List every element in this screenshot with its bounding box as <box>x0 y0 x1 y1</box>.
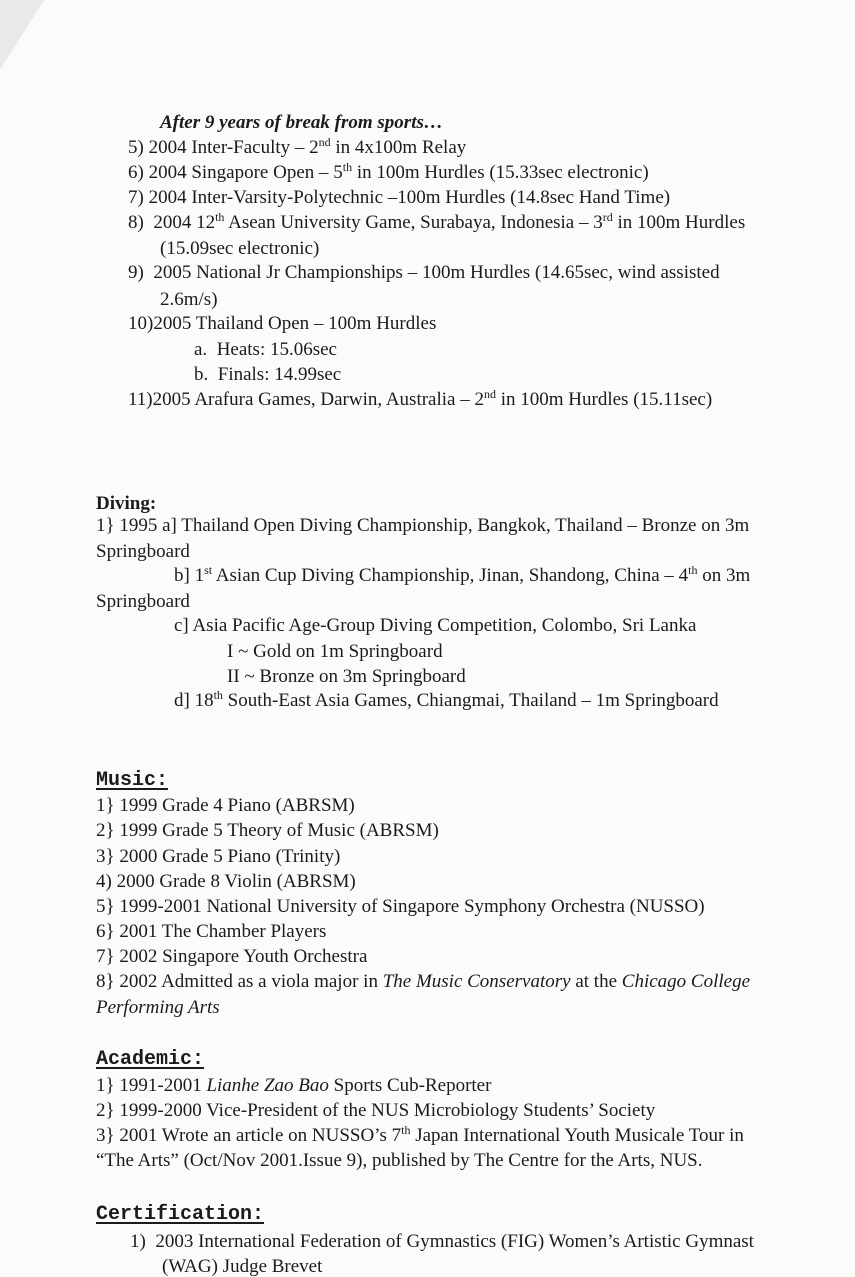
list-item: 5} 1999-2001 National University of Singapore Symphony Orchestra (NUSSO) <box>96 896 705 917</box>
list-item: 6} 2001 The Chamber Players <box>96 921 327 942</box>
music-heading: Music: <box>96 769 169 792</box>
certification-heading: Certification: <box>96 1203 265 1226</box>
folded-corner <box>0 0 44 70</box>
sub-item: I ~ Gold on 1m Springboard <box>227 641 443 662</box>
academic-heading: Academic: <box>96 1048 205 1071</box>
list-item-continuation: Springboard <box>96 541 190 562</box>
sub-item: b. Finals: 14.99sec <box>194 364 342 385</box>
list-item: 6) 2004 Singapore Open – 5th in 100m Hurdles (15.33sec electronic) <box>128 160 649 183</box>
list-item-continuation: Springboard <box>96 591 190 612</box>
list-item-continuation: (WAG) Judge Brevet <box>162 1256 323 1277</box>
list-item: 1} 1999 Grade 4 Piano (ABRSM) <box>96 795 355 816</box>
list-item: 3} 2000 Grade 5 Piano (Trinity) <box>96 846 341 867</box>
list-item: 1} 1991-2001 Lianhe Zao Bao Sports Cub-Reporter <box>96 1075 492 1096</box>
list-item: 5) 2004 Inter-Faculty – 2nd in 4x100m Relay <box>128 135 467 158</box>
list-item: 7) 2004 Inter-Varsity-Polytechnic –100m Hurdles (14.8sec Hand Time) <box>128 187 671 208</box>
list-item: 2} 1999-2000 Vice-President of the NUS Microbiology Students’ Society <box>96 1100 656 1121</box>
list-item-continuation: (15.09sec electronic) <box>160 238 320 259</box>
list-item: b] 1st Asian Cup Diving Championship, Jinan, Shandong, China – 4th on 3m <box>174 563 751 586</box>
list-item: 2} 1999 Grade 5 Theory of Music (ABRSM) <box>96 820 439 841</box>
list-item-continuation: 2.6m/s) <box>160 289 218 310</box>
list-item: 10)2005 Thailand Open – 100m Hurdles <box>128 313 437 334</box>
list-item: c] Asia Pacific Age-Group Diving Competition, Colombo, Sri Lanka <box>174 615 697 636</box>
list-item: 4) 2000 Grade 8 Violin (ABRSM) <box>96 871 356 892</box>
list-item: d] 18th South-East Asia Games, Chiangmai, Thailand – 1m Springboard <box>174 688 719 711</box>
sub-item: a. Heats: 15.06sec <box>194 339 337 360</box>
list-item: 9) 2005 National Jr Championships – 100m Hurdles (14.65sec, wind assisted <box>128 262 720 283</box>
list-item: 1} 1995 a] Thailand Open Diving Championship, Bangkok, Thailand – Bronze on 3m <box>96 515 750 536</box>
athletics-intro: After 9 years of break from sports… <box>160 112 443 133</box>
list-item: 1) 2003 International Federation of Gymnastics (FIG) Women’s Artistic Gymnast <box>130 1231 754 1252</box>
list-item: 7} 2002 Singapore Youth Orchestra <box>96 946 368 967</box>
list-item: 3} 2001 Wrote an article on NUSSO’s 7th Japan International Youth Musicale Tour in <box>96 1123 744 1146</box>
list-item: 8) 2004 12th Asean University Game, Surabaya, Indonesia – 3rd in 100m Hurdles <box>128 210 746 233</box>
list-item: 11)2005 Arafura Games, Darwin, Australia – 2nd in 100m Hurdles (15.11sec) <box>128 387 713 410</box>
diving-heading: Diving: <box>96 493 157 514</box>
sub-item: II ~ Bronze on 3m Springboard <box>227 666 466 687</box>
list-item-continuation: “The Arts” (Oct/Nov 2001.Issue 9), published by The Centre for the Arts, NUS. <box>96 1150 703 1171</box>
list-item: 8} 2002 Admitted as a viola major in The Music Conservatory at the Chicago College <box>96 971 750 992</box>
list-item-continuation: Performing Arts <box>96 997 220 1018</box>
